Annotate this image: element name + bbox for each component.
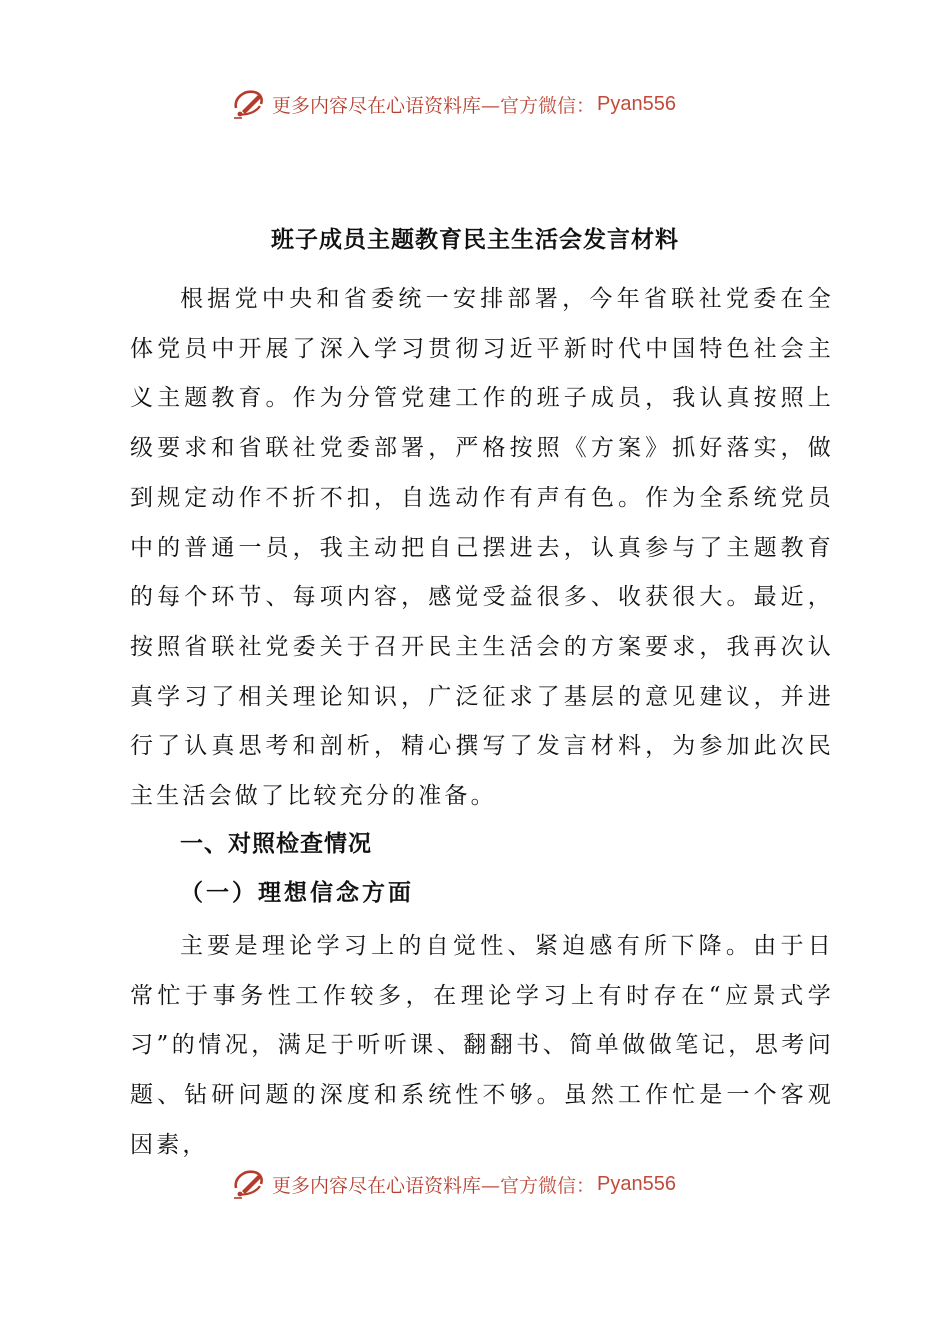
watermark-separator: —官方微信： bbox=[481, 94, 596, 117]
watermark-wechat-id: Pyan556 bbox=[597, 92, 676, 115]
document-title: 班子成员主题教育民主生活会发言材料 bbox=[271, 227, 679, 254]
header-watermark bbox=[228, 82, 748, 126]
watermark-separator: —官方微信： bbox=[481, 1174, 596, 1197]
watermark-text: 更多内容尽在心语资料库 bbox=[272, 1174, 482, 1197]
watermark-wechat-id: Pyan556 bbox=[597, 1172, 676, 1195]
section-paragraph: 主要是理论学习上的自觉性、紧迫感有所下降。由于日常忙于事务性工作较多，在理论学习上有时存在“应景式学习”的情况，满足于听听课、翻翻书、简单做做笔记，思考问题、钻研问题的深度和系统性不够。虽然工作忙是一个客观因素， bbox=[130, 933, 834, 1158]
pen-logo-icon bbox=[228, 1164, 268, 1204]
footer-watermark bbox=[228, 1162, 748, 1206]
sub-heading: （一）理想信念方面 bbox=[180, 879, 414, 906]
watermark-text: 更多内容尽在心语资料库 bbox=[272, 94, 482, 117]
section-heading: 一、对照检查情况 bbox=[180, 831, 372, 857]
pen-logo-icon bbox=[228, 84, 268, 124]
intro-paragraph: 根据党中央和省委统一安排部署，今年省联社党委在全体党员中开展了深入学习贯彻习近平新时代中国特色社会主义主题教育。作为分管党建工作的班子成员，我认真按照上级要求和省联社党委部署，严格按照《方案》抓好落实，做到规定动作不折不扣，自选动作有声有色。作为全系统党员中的普通一员，我主动把自己摆进去，认真参与了主题教育的每个环节、每项内容，感觉受益很多、收获很大。最近，按照省联社党委关于召开民主生活会的方案要求，我再次认真学习了相关理论知识，广泛征求了基层的意见建议，并进行了认真思考和剖析，精心撰写了发言材料，为参加此次民主生活会做了比较充分的准备。 bbox=[130, 286, 834, 810]
